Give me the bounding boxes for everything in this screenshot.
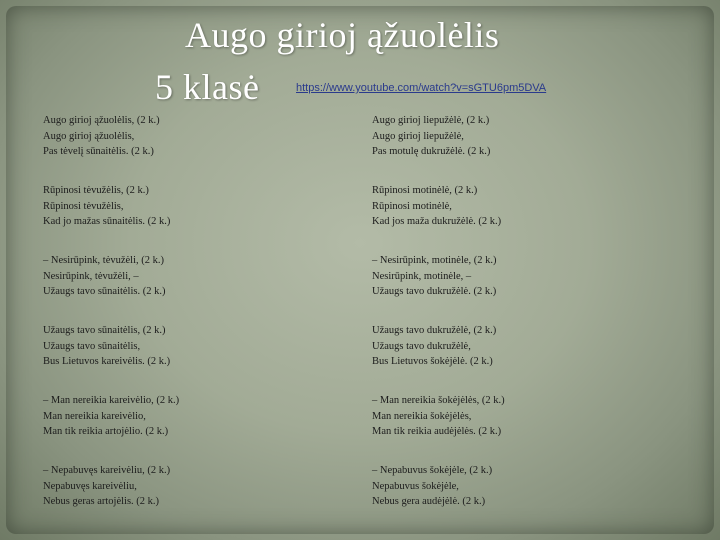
stanza-line: Užaugs tavo dukružėlė. (2 k.) bbox=[372, 286, 497, 297]
stanza-left-2 bbox=[43, 183, 343, 230]
stanza-line: – Man nereikia šokėjėlės, (2 k.) bbox=[372, 395, 505, 406]
stanza-line: – Man nereikia kareivėlio, (2 k.) bbox=[43, 395, 180, 406]
stanza-line: Man nereikia kareivėlio, bbox=[43, 410, 146, 422]
stanza-line: Augo girioj ąžuolėlis, (2 k.) bbox=[43, 115, 160, 126]
stanza-line: Nepabuvus šokėjėle, bbox=[372, 480, 459, 492]
stanza-right-4 bbox=[372, 323, 672, 370]
stanza-line: Man tik reikia audėjėlės. (2 k.) bbox=[372, 426, 502, 437]
stanza-right-6 bbox=[372, 463, 672, 510]
stanza-line: Užaugs tavo sūnaitėlis, bbox=[43, 340, 141, 352]
stanza-line: Rūpinosi motinėlė, bbox=[372, 200, 452, 212]
stanza-line: Kad jo mažas sūnaitėlis. (2 k.) bbox=[43, 216, 171, 227]
stanza-line: Nebus geras artojėlis. (2 k.) bbox=[43, 496, 160, 507]
stanza-line: Užaugs tavo sūnaitėlis, (2 k.) bbox=[43, 325, 166, 336]
stanza-line: Rūpinosi tėvužėlis, bbox=[43, 200, 124, 212]
stanza-line: Augo girioj ąžuolėlis, bbox=[43, 130, 135, 142]
stanza-line: Pas motulę dukružėlė. (2 k.) bbox=[372, 146, 491, 157]
stanza-left-3 bbox=[43, 253, 343, 300]
stanza-left-1 bbox=[43, 113, 343, 160]
stanza-line: Užaugs tavo sūnaitėlis. (2 k.) bbox=[43, 286, 166, 297]
stanza-line: Užaugs tavo dukružėlė, (2 k.) bbox=[372, 325, 497, 336]
stanza-line: Man tik reikia artojėlio. (2 k.) bbox=[43, 426, 169, 437]
stanza-line: Kad jos maža dukružėlė. (2 k.) bbox=[372, 216, 502, 227]
stanza-line: Nepabuvęs kareivėliu, bbox=[43, 480, 137, 492]
slide-subtitle-grade: 5 klasė bbox=[155, 67, 260, 107]
stanza-line: Užaugs tavo dukružėlė, bbox=[372, 340, 471, 352]
stanza-line: Pas tėvelį sūnaitėlis. (2 k.) bbox=[43, 146, 154, 157]
stanza-right-2 bbox=[372, 183, 672, 230]
youtube-link[interactable]: https://www.youtube.com/watch?v=sGTU6pm5DVA bbox=[296, 82, 547, 94]
stanza-line: Nebus gera audėjėlė. (2 k.) bbox=[372, 496, 486, 507]
stanza-line: Nesirūpink, motinėle, – bbox=[372, 270, 472, 282]
stanza-right-3 bbox=[372, 253, 672, 300]
stanza-line: Augo girioj liepužėlė, bbox=[372, 130, 464, 142]
stanza-left-4 bbox=[43, 323, 343, 370]
stanza-line: – Nesirūpink, tėvužėli, (2 k.) bbox=[43, 255, 165, 266]
stanza-right-5 bbox=[372, 393, 672, 440]
stanza-right-1 bbox=[372, 113, 672, 160]
stanza-line: Augo girioj liepužėlė, (2 k.) bbox=[372, 115, 490, 126]
stanza-left-5 bbox=[43, 393, 343, 440]
slide-title: Augo girioj ąžuolėlis bbox=[185, 15, 500, 55]
stanza-line: Bus Lietuvos šokėjėlė. (2 k.) bbox=[372, 356, 493, 367]
stanza-line: Man nereikia šokėjėlės, bbox=[372, 410, 472, 422]
stanza-line: Bus Lietuvos kareivėlis. (2 k.) bbox=[43, 356, 171, 367]
stanza-line: Nesirūpink, tėvužėli, – bbox=[43, 270, 139, 282]
stanza-line: Rūpinosi tėvužėlis, (2 k.) bbox=[43, 185, 149, 196]
stanza-line: – Nepabuvus šokėjėle, (2 k.) bbox=[372, 465, 493, 476]
stanza-line: Rūpinosi motinėlė, (2 k.) bbox=[372, 185, 478, 196]
stanza-line: – Nesirūpink, motinėle, (2 k.) bbox=[372, 255, 497, 266]
stanza-line: – Nepabuvęs kareivėliu, (2 k.) bbox=[43, 465, 171, 476]
stanza-left-6 bbox=[43, 463, 343, 510]
